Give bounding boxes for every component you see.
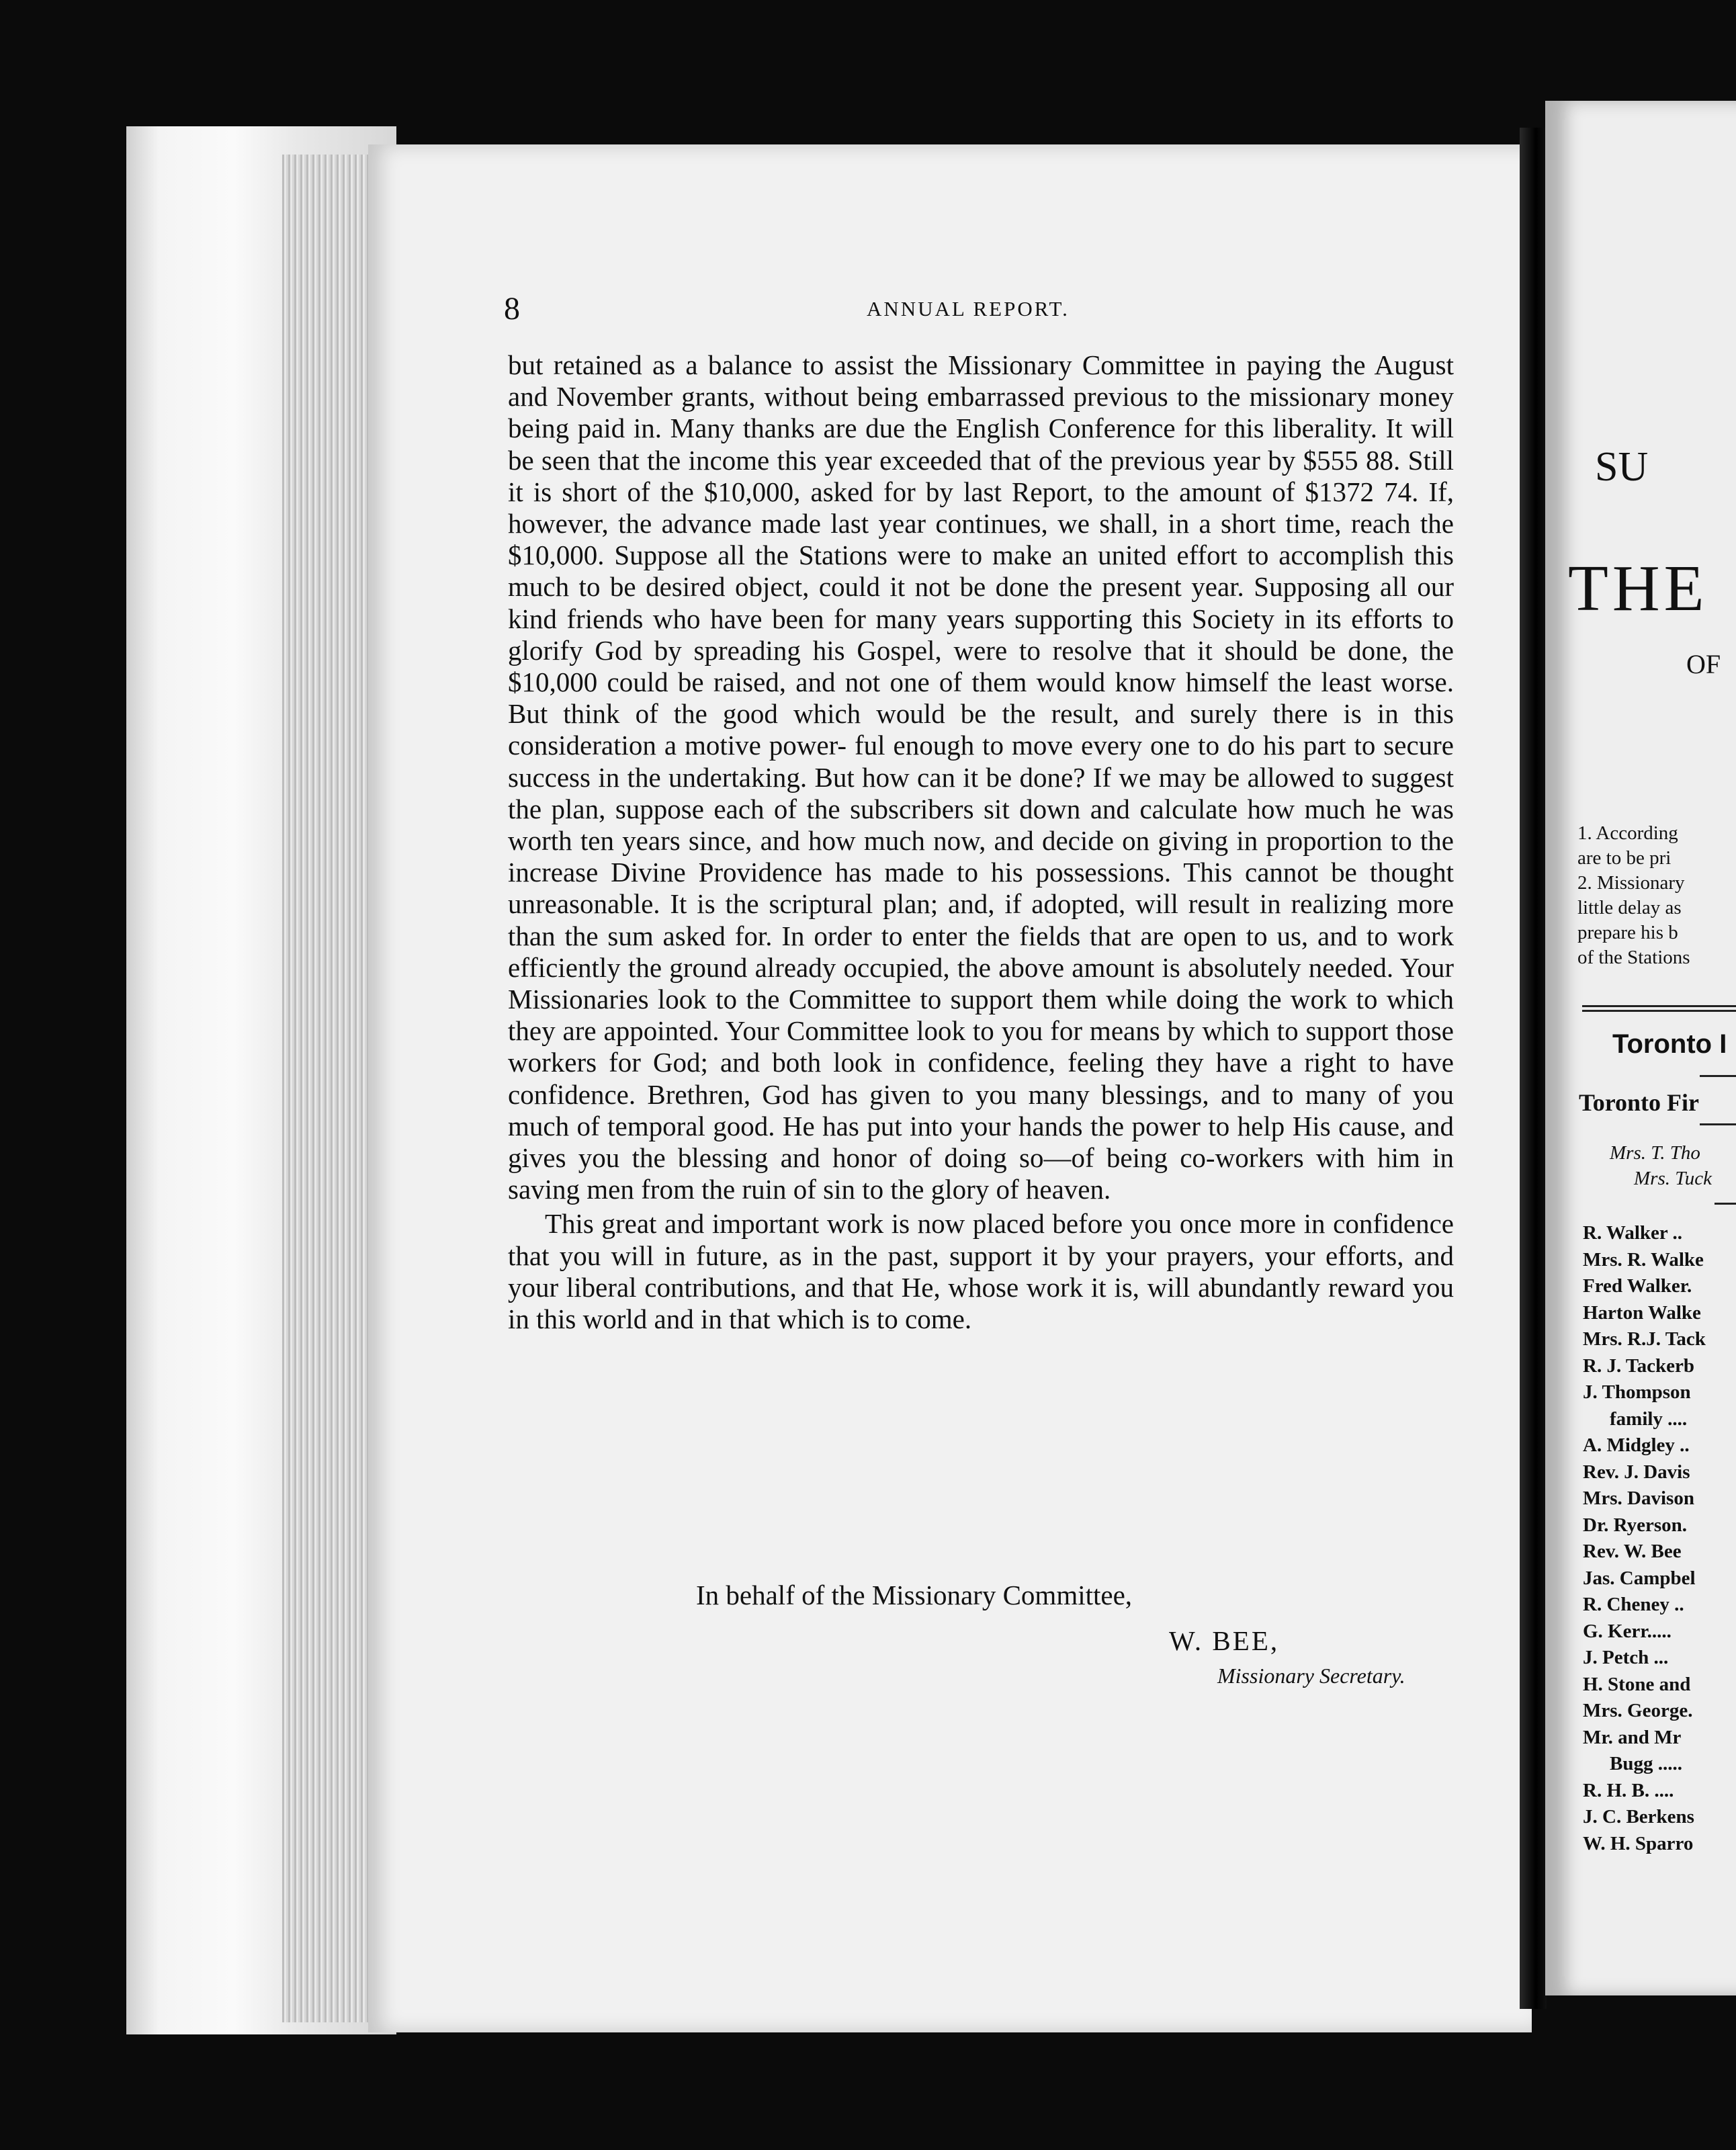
contributor: Mrs. George. <box>1583 1700 1693 1721</box>
text-line: be the result, and surely there is in this consideration a motive power- <box>508 698 1455 761</box>
contributor: J. C. Berkens <box>1583 1806 1694 1828</box>
contributor: Mr. and Mr <box>1583 1726 1682 1748</box>
text-line: is to come. <box>851 1303 972 1335</box>
text-line: This great and important work is now placed before you once more in <box>545 1208 1326 1240</box>
contributor: Mrs. Davison <box>1583 1488 1694 1509</box>
text-line: ful enough to move every one to do his part to secure success in the <box>508 730 1454 793</box>
text-line: doing so—of being co-workers with him in saving men from the ruin of <box>508 1142 1454 1205</box>
contributor: R. H. B. .... <box>1583 1779 1674 1801</box>
text-line: confidence. Brethren, God has given to you many blessings, and to <box>508 1078 1294 1110</box>
right-subtitle-of: OF <box>1686 649 1721 679</box>
text-line: for God; and both look in confidence, feeling they have a right to have <box>609 1047 1454 1078</box>
text-line: but retained as a balance to assist the Missionary Committee in paying <box>508 349 1322 380</box>
collector-name: Mrs. Tuck <box>1634 1168 1712 1189</box>
text-line: suggest the plan, suppose each of the subscribers sit down and calculate <box>508 761 1455 824</box>
text-line: know himself the least worse. But think of the good which would <box>508 666 1454 730</box>
contributor: R. Walker .. <box>1583 1222 1682 1244</box>
contributor: R. Cheney .. <box>1583 1594 1684 1615</box>
note-line: of the Stations <box>1577 947 1690 968</box>
text-line: English Conference for this liberality. It will be seen that the income <box>508 413 1454 476</box>
text-line: $1372 74. If, however, the advance made last year continues, we <box>508 476 1454 540</box>
short-rule <box>1700 1075 1736 1077</box>
contributor: Fred Walker. <box>1583 1275 1692 1297</box>
text-line: were to make an united effort to accomplish this much to be desired <box>508 540 1454 603</box>
text-line: sin to the glory of heaven. <box>823 1174 1111 1205</box>
contributor: G. Kerr..... <box>1583 1620 1672 1642</box>
text-line: decide on giving in proportion to the increase Divine Providence has <box>508 825 1455 888</box>
subsection-heading: Toronto Fir <box>1579 1089 1700 1116</box>
text-line: the scriptural plan; and, if adopted, will result in realizing more than <box>508 888 1455 951</box>
text-line: made to his possessions. This cannot be thought unreasonable. It is <box>508 857 1454 920</box>
signature-name: W. BEE, <box>1169 1625 1280 1656</box>
paragraph-2 <box>508 1208 1454 1335</box>
text-line: undertaking. But how can it be done? If we may be allowed to <box>668 761 1364 793</box>
contributor: Rev. W. Bee <box>1583 1541 1682 1562</box>
contributor: Jas. Campbel <box>1583 1567 1696 1589</box>
text-line: this year exceeded that of the previous year by $555 88. Still it is <box>508 444 1455 507</box>
text-line: Committee look to you for means by which to support those workers <box>508 1015 1454 1078</box>
page-number: 8 <box>504 291 520 327</box>
contributor: H. Stone and <box>1583 1673 1691 1695</box>
double-rule <box>1582 1010 1736 1012</box>
text-line: confidence that you will in future, as in the past, support it by your <box>508 1208 1454 1271</box>
short-rule <box>1715 1203 1736 1205</box>
note-line: prepare his b <box>1577 922 1678 943</box>
contributor: family .... <box>1610 1408 1688 1430</box>
closing-line: In behalf of the Missionary Committee, <box>696 1580 1133 1610</box>
right-title-the: THE <box>1568 552 1708 625</box>
text-line: efforts to glorify God by spreading his Gospel, were to resolve that it <box>508 603 1455 666</box>
text-line: the August and November grants, without being embarrassed previous <box>508 349 1454 413</box>
signature-title: Missionary Secretary. <box>1217 1664 1405 1688</box>
contributor: Harton Walke <box>1583 1301 1701 1324</box>
contributor: A. Midgley .. <box>1583 1434 1690 1456</box>
note-line: little delay as <box>1577 897 1682 918</box>
text-line: object, could it not be done the present year. Supposing all our kind <box>508 571 1454 634</box>
text-line: short of the $10,000, asked for by last Report, to the amount of <box>562 476 1295 507</box>
right-title-fragment: SU <box>1595 444 1649 490</box>
text-line: the sum asked for. In order to enter the fields that are open to us, <box>564 920 1309 951</box>
running-head: ANNUAL REPORT. <box>867 297 1070 320</box>
paragraph-1 <box>508 349 1454 1205</box>
note-line: 2. Missionary <box>1577 872 1685 894</box>
text-line: is absolutely needed. Your Missionaries look to the Committee to <box>508 951 1455 1015</box>
text-line: many of you much of temporal good. He has put into your hands <box>508 1078 1455 1142</box>
text-line: to the missionary money being paid in. Many thanks are due the <box>508 381 1455 444</box>
report-body <box>508 349 1454 1335</box>
note-line: are to be pri <box>1577 847 1672 869</box>
text-line: prayers, your efforts, and your liberal contributions, and that He, whose <box>508 1240 1454 1303</box>
contributor-list <box>1583 1220 1706 1857</box>
text-line: how much he was worth ten years since, and how much now, and <box>508 793 1454 857</box>
text-line: the power to help His cause, and gives you the blessing and honor of <box>508 1110 1455 1174</box>
double-rule <box>1582 1005 1736 1007</box>
contributor: J. Thompson <box>1583 1381 1691 1403</box>
right-notes <box>1577 821 1690 970</box>
book-gutter <box>1520 128 1547 2009</box>
page-edges <box>282 155 370 2022</box>
text-line: should be done, the $10,000 could be raised, and not one of them would <box>508 634 1454 698</box>
text-line: and to work efficiently the ground already occupied, the above amount <box>508 920 1455 983</box>
contributor: J. Petch ... <box>1583 1647 1669 1668</box>
text-line: support them while doing the work to which they are appointed. Your <box>508 984 1454 1047</box>
contributor: Dr. Ryerson. <box>1583 1514 1687 1536</box>
contributor: Mrs. R.J. Tack <box>1583 1328 1706 1350</box>
section-heading: Toronto I <box>1612 1029 1727 1059</box>
note-line: 1. According <box>1577 822 1678 844</box>
contributor: W. H. Sparro <box>1583 1832 1694 1854</box>
contributor: Rev. J. Davis <box>1583 1461 1690 1483</box>
text-line: shall, in a short time, reach the $10,000. Suppose all the Stations <box>508 508 1455 571</box>
contributor: Bugg ..... <box>1610 1753 1682 1774</box>
text-line: work it is, will abundantly reward you in this world and in that which <box>508 1271 1454 1335</box>
collector-name: Mrs. T. Tho <box>1610 1142 1700 1164</box>
short-rule <box>1700 1123 1736 1125</box>
contributor: Mrs. R. Walke <box>1583 1248 1704 1271</box>
contributor: R. J. Tackerb <box>1583 1354 1694 1377</box>
text-line: friends who have been for many years supporting this Society in its <box>566 603 1342 634</box>
